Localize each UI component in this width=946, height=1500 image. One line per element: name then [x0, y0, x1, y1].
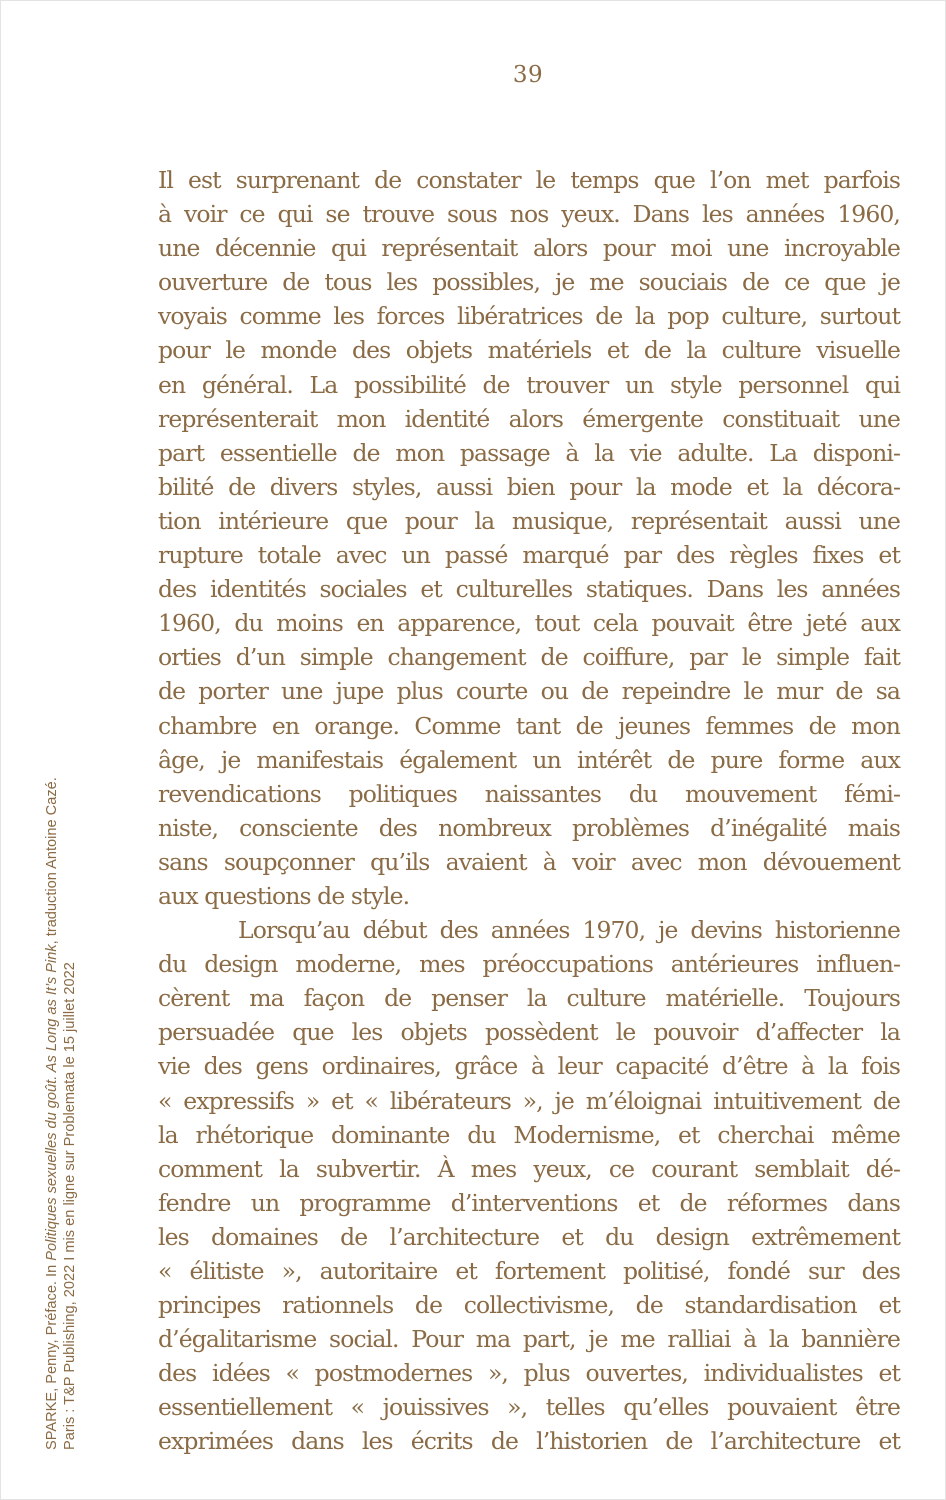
- text-line: niste, consciente des nombreux problèmes d’inégalité mais: [158, 813, 900, 842]
- text-line: d’égalitarisme social. Pour ma part, je me ralliai à la bannière: [158, 1325, 900, 1354]
- text-line: pour le monde des objets matériels et de la culture visuelle: [158, 336, 900, 365]
- text-line: représenterait mon identité alors émergente constituait une: [158, 404, 900, 433]
- text-line: « élitiste », autoritaire et fortement politisé, fondé sur des: [158, 1257, 900, 1285]
- text-line: voyais comme les forces libératrices de la pop culture, surtout: [158, 302, 900, 331]
- text-line: une décennie qui représentait alors pour moi une incroyable: [158, 234, 900, 263]
- page-number: 39: [512, 62, 544, 88]
- text-line: orties d’un simple changement de coiffure, par le simple fait: [158, 643, 900, 672]
- paragraph-1: [158, 163, 900, 913]
- text-line: cèrent ma façon de penser la culture matérielle. Toujours: [158, 984, 900, 1013]
- text-line: exprimées dans les écrits de l’historien de l’architecture et: [158, 1427, 900, 1456]
- text-line: 1960, du moins en apparence, tout cela pouvait être jeté aux: [158, 609, 900, 638]
- text-line: en général. La possibilité de trouver un style personnel qui: [158, 370, 900, 399]
- paragraph-2: [158, 913, 900, 1459]
- citation-translation: , traduction Antoine Cazé.: [44, 777, 60, 945]
- citation-note: [44, 690, 79, 1450]
- citation-author: SPARKE, Penny, Préface. In: [44, 1260, 60, 1450]
- text-line: rupture totale avec un passé marqué par des règles fixes et: [158, 541, 900, 570]
- text-line: ouverture de tous les possibles, je me souciais de ce que je: [158, 268, 900, 297]
- text-line: sans soupçonner qu’ils avaient à voir avec mon dévouement: [158, 847, 900, 876]
- text-line: les domaines de l’architecture et du design extrêmement: [158, 1222, 900, 1251]
- text-line: comment la subvertir. À mes yeux, ce courant semblait dé-: [158, 1154, 900, 1183]
- text-line: des idées « postmodernes », plus ouvertes, individualistes et: [158, 1359, 900, 1388]
- text-line: revendications politiques naissantes du mouvement fémi-: [158, 779, 900, 808]
- citation-line-1: [44, 690, 62, 1450]
- text-line: à voir ce qui se trouve sous nos yeux. Dans les années 1960,: [158, 200, 900, 229]
- text-line: bilité de divers styles, aussi bien pour la mode et la décora-: [158, 472, 900, 501]
- text-line: part essentielle de mon passage à la vie adulte. La disponi-: [158, 438, 900, 467]
- text-line: âge, je manifestais également un intérêt de pure forme aux: [158, 745, 900, 774]
- text-line: Il est surprenant de constater le temps que l’on met parfois: [158, 166, 900, 194]
- body-text: [158, 163, 900, 1459]
- citation-publication: Paris : T&P Publishing, 2022 I mis en ligne sur Problemata le 15 juillet 2022: [61, 962, 78, 1450]
- text-line: principes rationnels de collectivisme, de standardisation et: [158, 1291, 900, 1320]
- text-line: persuadée que les objets possèdent le pouvoir d’affecter la: [158, 1018, 900, 1047]
- text-line: tion intérieure que pour la musique, représentait aussi une: [158, 506, 900, 535]
- text-line: la rhétorique dominante du Modernisme, et cherchai même: [158, 1120, 900, 1149]
- text-line: fendre un programme d’interventions et de réformes dans: [158, 1188, 900, 1217]
- text-line: des identités sociales et culturelles statiques. Dans les années: [158, 575, 900, 604]
- text-line: de porter une jupe plus courte ou de repeindre le mur de sa: [158, 677, 900, 706]
- text-line: chambre en orange. Comme tant de jeunes femmes de mon: [158, 711, 900, 740]
- text-line: essentiellement « jouissives », telles qu’elles pouvaient être: [158, 1393, 900, 1422]
- text-line: aux questions de style.: [158, 881, 410, 910]
- citation-title: Politiques sexuelles du goût. As Long as It’s Pink: [44, 944, 60, 1261]
- text-line: Lorsqu’au début des années 1970, je devins historienne: [238, 916, 900, 945]
- text-line: vie des gens ordinaires, grâce à leur capacité d’être à la fois: [158, 1052, 900, 1081]
- text-line: du design moderne, mes préoccupations antérieures influen-: [158, 950, 900, 979]
- text-line: « expressifs » et « libérateurs », je m’éloignai intuitivement de: [158, 1086, 900, 1115]
